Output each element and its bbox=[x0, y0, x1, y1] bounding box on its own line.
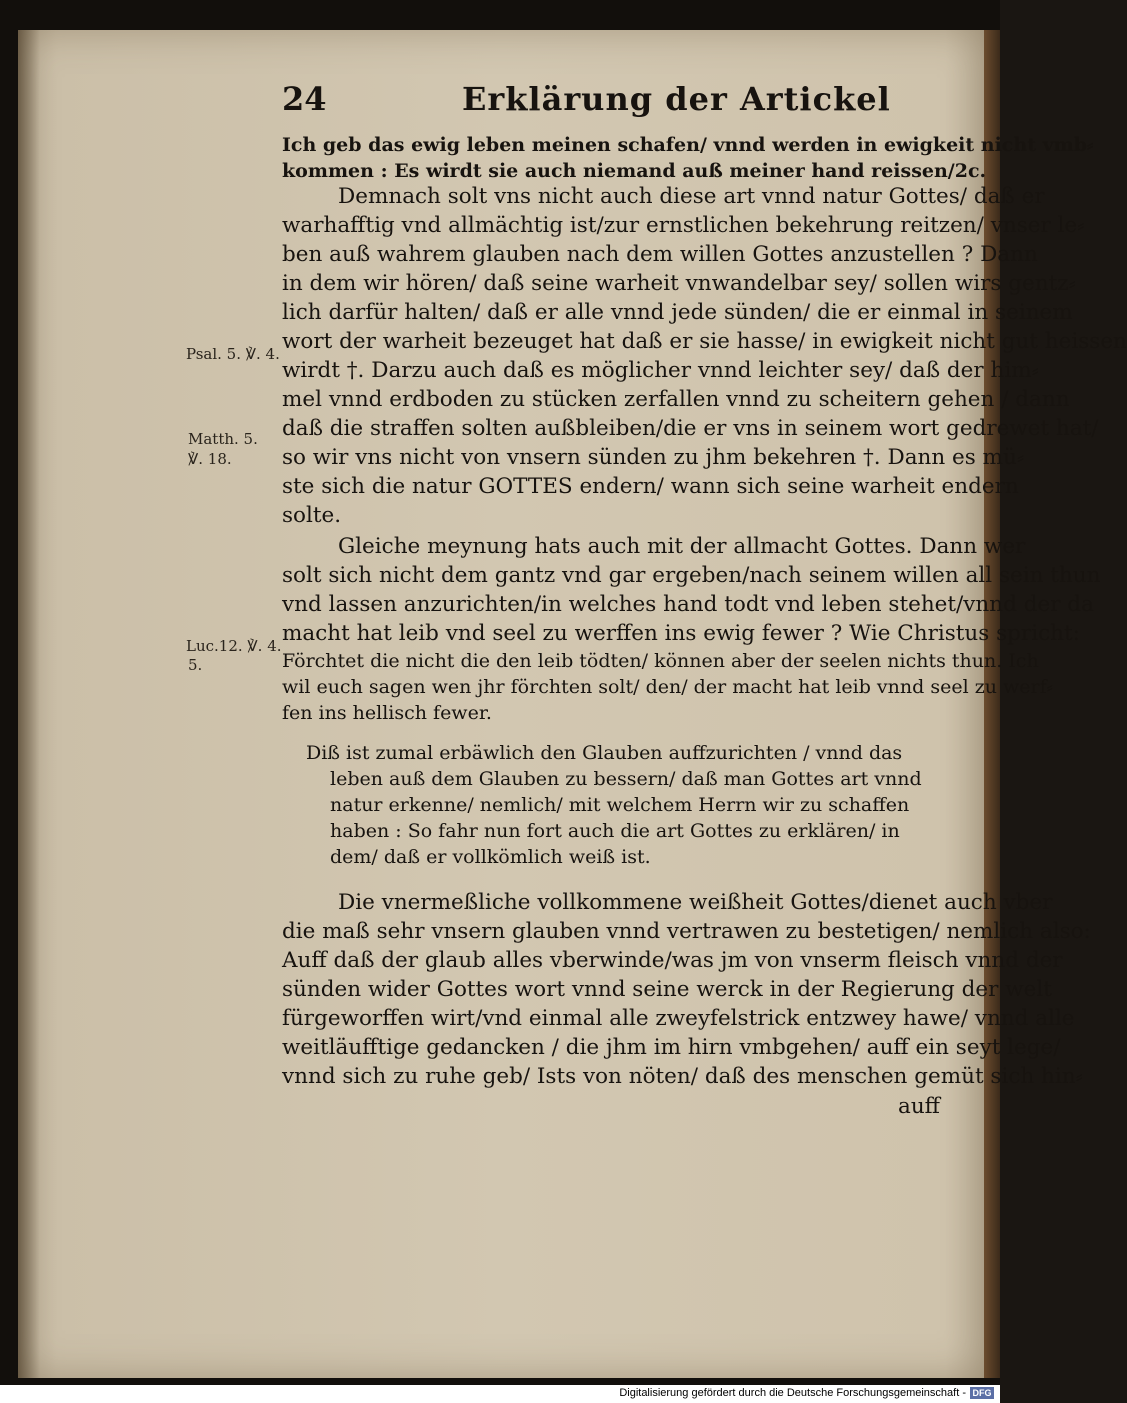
running-head: Erklärung der Artickel bbox=[462, 80, 891, 118]
summary-line: natur erkenne/ nemlich/ mit welchem Herrn wir zu schaffen bbox=[330, 794, 910, 816]
text-line: ben auß wahrem glauben nach dem willen Gottes anzustellen ? Dann bbox=[282, 242, 1038, 267]
text-line: vnnd sich zu ruhe geb/ Ists von nöten/ daß des menschen gemüt sich hin⸗ bbox=[282, 1064, 1083, 1089]
margin-note-luke: Luc.12. ℣. 4. bbox=[186, 637, 282, 655]
text-line: Die vnermeßliche vollkommene weißheit Gottes/dienet auch vber bbox=[338, 890, 1053, 915]
text-line: weitläufftige gedancken / die jhm im hirn vmbgehen/ auff ein seyt lege/ bbox=[282, 1035, 1061, 1060]
text-line: solt sich nicht dem gantz vnd gar ergeben/nach seinem willen all sein thun bbox=[282, 563, 1101, 588]
text-line: kommen : Es wirdt sie auch niemand auß meiner hand reissen/2c. bbox=[282, 160, 987, 182]
margin-note-matthew: Matth. 5. bbox=[188, 430, 258, 448]
summary-line: Diß ist zumal erbäwlich den Glauben auffzurichten / vnnd das bbox=[306, 742, 903, 764]
text-line: die maß sehr vnsern glauben vnnd vertrawen zu bestetigen/ nemlich also: bbox=[282, 919, 1091, 944]
text-line: in dem wir hören/ daß seine warheit vnwandelbar sey/ sollen wirs gentz⸗ bbox=[282, 271, 1076, 296]
summary-line: leben auß dem Glauben zu bessern/ daß man Gottes art vnnd bbox=[330, 768, 922, 790]
text-line: fürgeworffen wirt/vnd einmal alle zweyfelstrick entzwey hawe/ vnnd alle bbox=[282, 1006, 1075, 1031]
text-line: Förchtet die nicht die den leib tödten/ können aber der seelen nichts thun. Ich bbox=[282, 650, 1039, 672]
text-line: wirdt †. Darzu auch daß es möglicher vnnd leichter sey/ daß der him⸗ bbox=[282, 358, 1039, 383]
text-line: wort der warheit bezeuget hat daß er sie hasse/ in ewigkeit nicht gut heissen bbox=[282, 329, 1127, 354]
text-line: so wir vns nicht von vnsern sünden zu jhm bekehren †. Dann es mü⸗ bbox=[282, 445, 1025, 470]
text-line: Ich geb das ewig leben meinen schafen/ vnnd werden in ewigkeit nicht vmb⸗ bbox=[282, 134, 1094, 156]
text-line: Gleiche meynung hats auch mit der allmacht Gottes. Dann wer bbox=[338, 534, 1026, 559]
text-line: vnd lassen anzurichten/in welches hand todt vnd leben stehet/vnnd der da bbox=[282, 592, 1094, 617]
dfg-logo-icon: DFG bbox=[970, 1387, 994, 1399]
margin-note-matthew-verse: ℣. 18. bbox=[188, 450, 232, 468]
text-line: solte. bbox=[282, 503, 342, 528]
text-line: sünden wider Gottes wort vnnd seine werck in der Regierung der welt bbox=[282, 977, 1052, 1002]
summary-line: haben : So fahr nun fort auch die art Gottes zu erklären/ in bbox=[330, 820, 900, 842]
margin-note-psalm: Psal. 5. ℣. 4. bbox=[186, 345, 280, 363]
summary-line: dem/ daß er vollkömlich weiß ist. bbox=[330, 846, 651, 868]
page-number: 24 bbox=[282, 80, 327, 118]
text-line: lich darfür halten/ daß er alle vnnd jede sünden/ die er einmal in seinem bbox=[282, 300, 1073, 325]
text-line: wil euch sagen wen jhr förchten solt/ den/ der macht hat leib vnnd seel zu werf⸗ bbox=[282, 676, 1053, 698]
margin-note-luke-verse: 5. bbox=[188, 656, 203, 674]
funding-credit: Digitalisierung gefördert durch die Deutsche Forschungsgemeinschaft - bbox=[619, 1387, 966, 1399]
text-line: ste sich die natur GOTTES endern/ wann sich seine warheit endern bbox=[282, 474, 1019, 499]
text-line: macht hat leib vnd seel zu werffen ins ewig fewer ? Wie Christus spricht: bbox=[282, 621, 1080, 646]
text-line: Auff daß der glaub alles vberwinde/was jm von vnserm fleisch vnnd der bbox=[282, 948, 1063, 973]
text-line: Demnach solt vns nicht auch diese art vnnd natur Gottes/ daß er bbox=[338, 184, 1045, 209]
text-line: warhafftig vnd allmächtig ist/zur ernstlichen bekehrung reitzen/ vnser le⸗ bbox=[282, 213, 1085, 238]
text-line: daß die straffen solten außbleiben/die er vns in seinem wort gedrewet hat/ bbox=[282, 416, 1099, 441]
catchword: auff bbox=[898, 1094, 940, 1119]
text-line: mel vnnd erdboden zu stücken zerfallen vnnd zu scheitern gehen / dann bbox=[282, 387, 1070, 412]
gutter-shadow bbox=[18, 30, 40, 1378]
text-line: fen ins hellisch fewer. bbox=[282, 702, 492, 724]
